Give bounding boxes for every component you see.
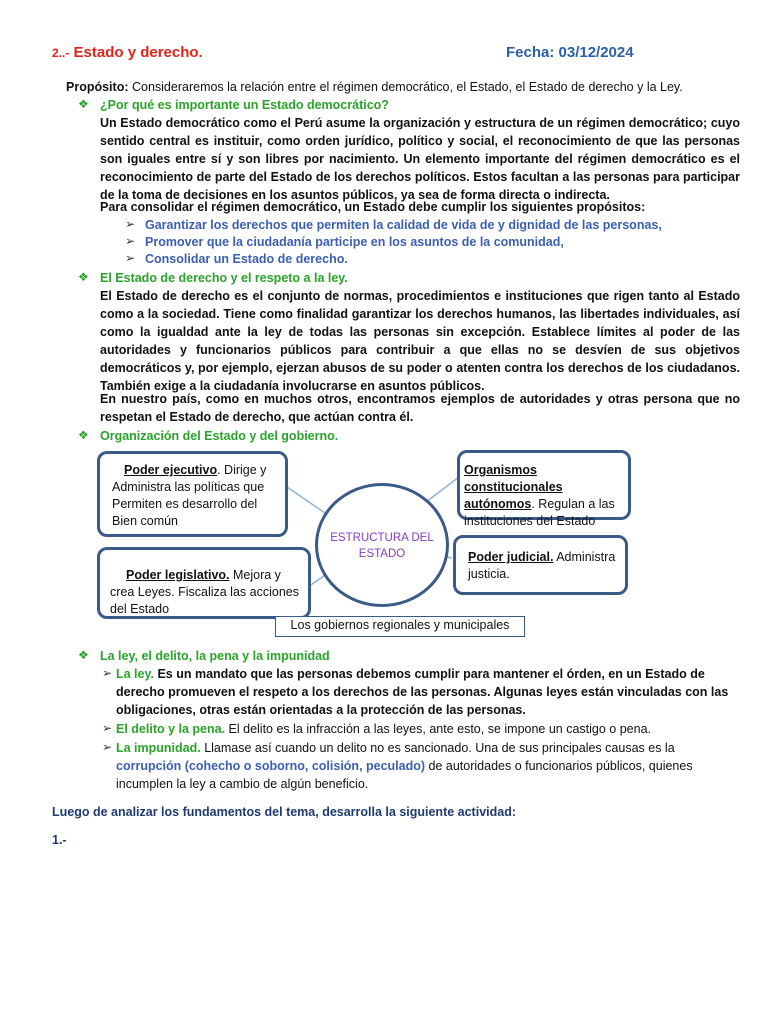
ley-paragraph [116,665,740,719]
purpose-item-2: Promover que la ciudadanía participe en los asuntos de la comunidad, [145,235,564,249]
judicial-label: Poder judicial. [468,550,554,564]
diamond-bullet-icon: ❖ [78,270,89,284]
legislativo-text: Mejora y crea Leyes. Fiscaliza las acciones del Estado [110,568,299,616]
diamond-bullet-icon: ❖ [78,428,89,442]
arrow-bullet-icon: ➢ [102,740,113,754]
organismos-text: . Regulan a las instituciones del Estado [464,497,615,528]
ley-text: Es un mandato que las personas debemos cumplir para mantener el órden, en un Estado de derecho promueven el respeto a los derechos de las personas. Algunas leyes están vinculadas con las obligaciones, otras están orientadas a la protección de las personas. [116,667,729,717]
box-gobiernos-regionales: Los gobiernos regionales y municipales [275,616,525,637]
arrow-bullet-icon: ➢ [102,666,113,680]
impunidad-paragraph [116,739,740,793]
section2-body2: En nuestro país, como en muchos otros, encontramos ejemplos de autoridades y otras persona que no respetan el Estado de derecho, que actúan contra él. [100,392,740,424]
impunidad-text2: de autoridades o funcionarios públicos, quienes incumplen la ley a cambio de algún beneficio. [116,759,693,791]
diamond-bullet-icon: ❖ [78,97,89,111]
ejecutivo-label: Poder ejecutivo [124,463,218,477]
box-organismos-autonomos [457,450,631,528]
estructura-label: ESTRUCTURA DEL ESTADO [330,532,434,560]
arrow-bullet-icon: ➢ [102,721,113,735]
diamond-bullet-icon: ❖ [78,648,89,662]
section1-title: ¿Por qué es importante un Estado democrático? [100,98,389,112]
impunidad-label: La impunidad. [116,741,201,755]
judicial-text: Administra justicia. [468,550,616,581]
delito-text: El delito es la infracción a las leyes, ante esto, se impone un castigo o pena. [225,722,652,736]
section3-title: Organización del Estado y del gobierno. [100,429,339,443]
arrow-bullet-icon: ➢ [125,217,136,231]
ejecutivo-text: . Dirige y Administra las políticas que Permiten es desarrollo del Bien común [112,463,267,528]
box-poder-legislativo [97,547,311,619]
date-label: Fecha: 03/12/2024 [506,44,634,61]
ley-label: La ley. [116,667,154,681]
section4-title: La ley, el delito, la pena y la impunidad [100,649,330,663]
connector-ejecutivo [287,487,325,513]
activity-item-number: 1.- [52,833,67,847]
section1-body: Un Estado democrático como el Perú asume la organización y estructura de un régimen democrático; cuyo sentido central es instituir, como orden jurídico, político y social, el reconocimiento de que las personas son iguales entre sí y son libres por nacimiento. Un elemento importante del régimen democrático es el reconocimiento de parte del Estado de los derechos políticos. Estos facultan a las personas para participar de la toma de decisiones en los asuntos públicos, ya sea de forma directa o indirecta. [100,116,740,202]
purpose-text: Consideraremos la relación entre el régimen democrático, el Estado, el Estado de derecho y la Ley. [128,80,683,94]
section2-body: El Estado de derecho es el conjunto de normas, procedimientos e instituciones que rigen tanto al Estado como a la sociedad. Tiene como finalidad garantizar los derechos humanos, las libertades individuales, así como la igualdad ante la ley de todas las personas sin excepción. Establece límites al poder de las autoridades y funcionarios públicos para contribuir a que ellas no se desvíen de sus objetivos democráticos y, por ejemplo, ejerzan abusos de su poder o atenten contra los derechos de los ciudadanos. También exige a la ciudadanía involucrarse en asuntos públicos. [100,289,740,393]
section1-intro: Para consolidar el régimen democrático, un Estado debe cumplir los siguientes propósitos: [100,200,646,214]
delito-label: El delito y la pena. [116,722,226,736]
activity-instruction: Luego de analizar los fundamentos del tema, desarrolla la siguiente actividad: [52,805,517,819]
box-poder-ejecutivo [97,451,288,537]
section-number: 2..- [52,46,70,60]
purpose-item-1: Garantizar los derechos que permiten la calidad de vida de y dignidad de las personas, [145,218,662,232]
purpose-item-3: Consolidar un Estado de derecho. [145,252,348,266]
box-poder-judicial [453,535,628,595]
corrupcion-text: corrupción (cohecho o soborno, colisión, peculado) [116,759,426,773]
section2-title: El Estado de derecho y el respeto a la ley. [100,271,348,285]
purpose-label: Propósito: [66,80,129,94]
arrow-bullet-icon: ➢ [125,234,136,248]
delito-paragraph [116,720,740,738]
organismos-label: Organismos constitucionales autónomos [464,463,563,511]
legislativo-label: Poder legislativo. [126,568,230,582]
section-title: Estado y derecho. [73,44,203,61]
impunidad-text: Llamase así cuando un delito no es sancionado. Una de sus principales causas es la [200,741,675,755]
arrow-bullet-icon: ➢ [125,251,136,265]
